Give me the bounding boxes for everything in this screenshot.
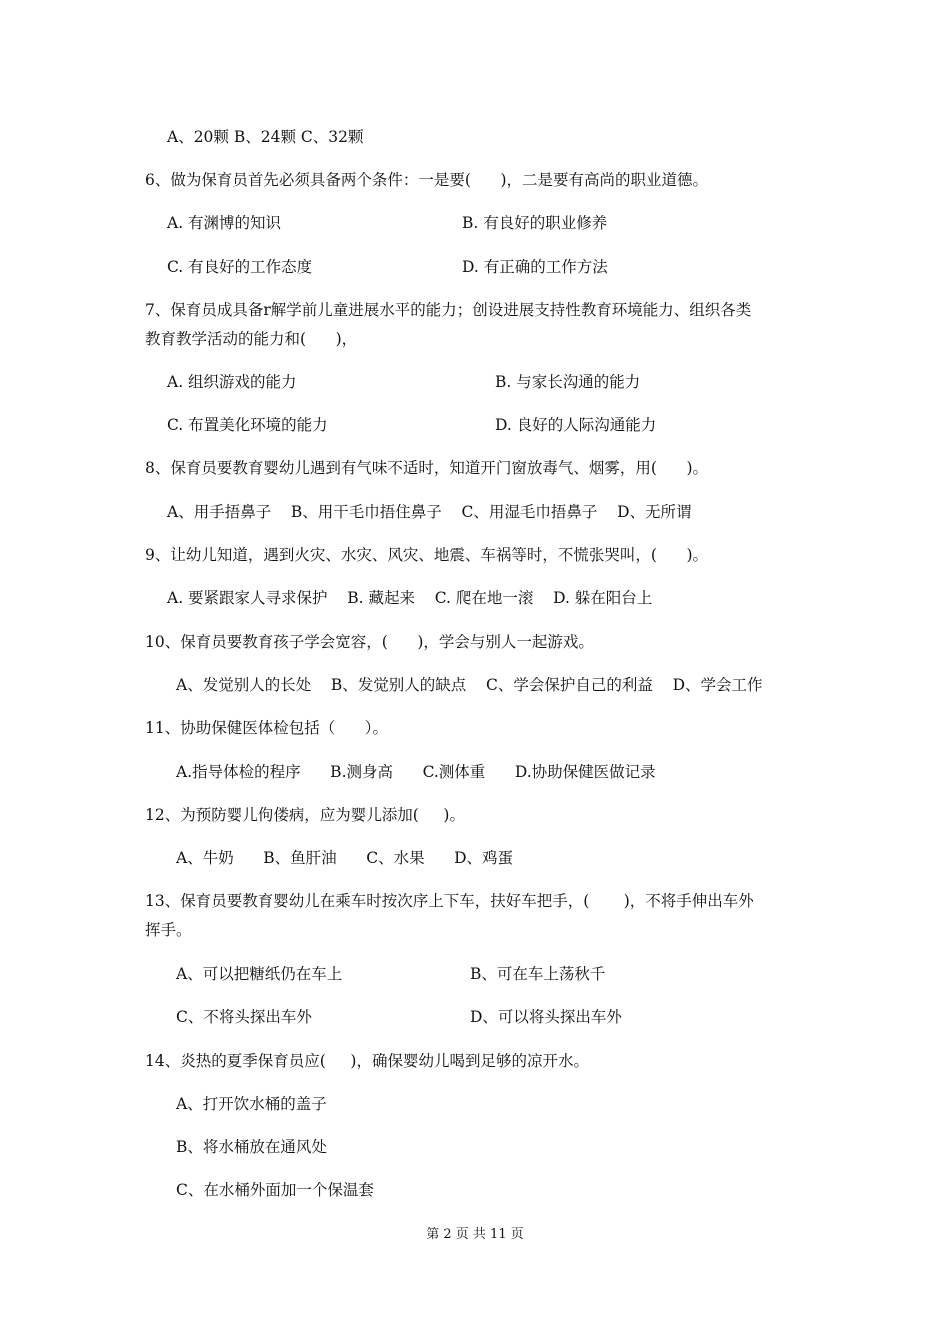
q12-stem: 12、为预防婴儿佝偻病，应为婴儿添加( )。 xyxy=(145,806,465,824)
q14-stem: 14、炎热的夏季保育员应( )，确保婴幼儿喝到足够的凉开水。 xyxy=(145,1052,589,1070)
q7-option-b: B. 与家长沟通的能力 xyxy=(495,373,641,391)
q12-options: A、牛奶 B、鱼肝油 C、水果 D、鸡蛋 xyxy=(176,849,514,867)
q6-option-a: A. 有渊博的知识 xyxy=(167,214,282,232)
q11-stem: 11、协助保健医体检包括（ ）。 xyxy=(145,719,389,737)
q6-stem: 6、做为保育员首先必须具备两个条件：一是要( )，二是要有高尚的职业道德。 xyxy=(145,171,709,189)
page-footer: 第 2 页 共 11 页 xyxy=(426,1227,524,1242)
q14-option-a: A、打开饮水桶的盖子 xyxy=(176,1095,327,1113)
q13-stem-line1: 13、保育员要教育婴幼儿在乘车时按次序上下车，扶好车把手，( )，不将手伸出车外 xyxy=(145,892,754,910)
q11-options: A.指导体检的程序 B.测身高 C.测体重 D.协助保健医做记录 xyxy=(176,763,656,781)
q8-options: A、用手捂鼻子 B、用干毛巾捂住鼻子 C、用湿毛巾捂鼻子 D、无所谓 xyxy=(167,503,692,521)
q13-option-a: A、可以把糖纸仍在车上 xyxy=(176,965,343,983)
q8-stem: 8、保育员要教育婴幼儿遇到有气味不适时，知道开门窗放毒气、烟雾，用( )。 xyxy=(145,459,709,477)
q13-option-c: C、不将头探出车外 xyxy=(176,1008,312,1026)
q6-option-b: B. 有良好的职业修养 xyxy=(462,214,608,232)
q13-option-d: D、可以将头探出车外 xyxy=(470,1008,622,1026)
q7-option-c: C. 布置美化环境的能力 xyxy=(167,416,328,434)
q5-options: A、20颗 B、24颗 C、32颗 xyxy=(167,128,364,146)
q6-option-d: D. 有正确的工作方法 xyxy=(462,258,608,276)
q13-option-b: B、可在车上荡秋千 xyxy=(470,965,606,983)
q7-option-a: A. 组织游戏的能力 xyxy=(167,373,297,391)
q9-options: A. 要紧跟家人寻求保护 B. 藏起来 C. 爬在地一滚 D. 躲在阳台上 xyxy=(167,589,653,607)
q7-stem-line2: 教育教学活动的能力和( )， xyxy=(145,330,358,348)
q10-options: A、发觉别人的长处 B、发觉别人的缺点 C、学会保护自己的利益 D、学会工作 xyxy=(176,676,763,694)
q6-option-c: C. 有良好的工作态度 xyxy=(167,258,313,276)
q7-option-d: D. 良好的人际沟通能力 xyxy=(495,416,657,434)
q10-stem: 10、保育员要教育孩子学会宽容，( )，学会与别人一起游戏。 xyxy=(145,633,594,651)
q9-stem: 9、让幼儿知道，遇到火灾、水灾、风灾、地震、车祸等时，不慌张哭叫，( )。 xyxy=(145,546,709,564)
q14-option-b: B、将水桶放在通风处 xyxy=(176,1138,327,1156)
q14-option-c: C、在水桶外面加一个保温套 xyxy=(176,1181,374,1199)
q7-stem-line1: 7、保育员成具备r解学前儿童进展水平的能力；创设进展支持性教育环境能力、组织各类 xyxy=(145,301,752,319)
q13-stem-line2: 挥手。 xyxy=(145,921,192,939)
